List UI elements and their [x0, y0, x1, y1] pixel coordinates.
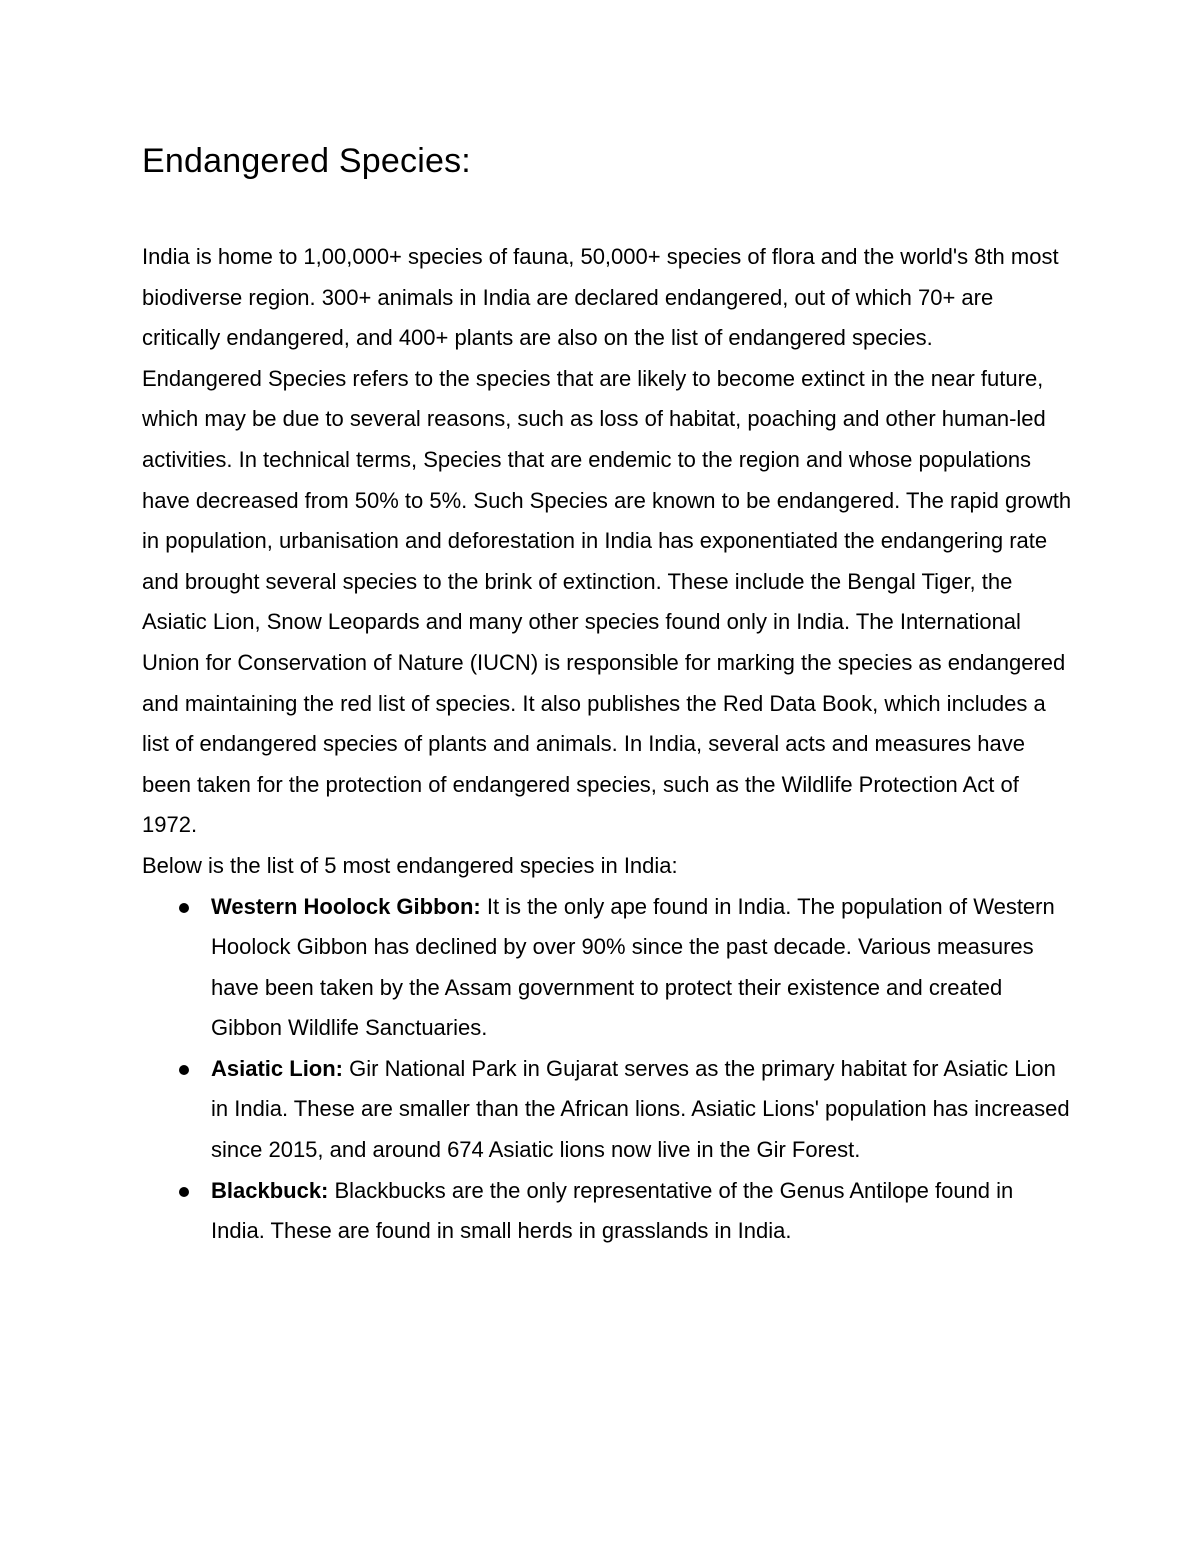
species-name: Asiatic Lion: [211, 1055, 350, 1081]
document-title: Endangered Species: [142, 142, 471, 180]
bullet-icon [179, 903, 189, 913]
intro-paragraph: India is home to 1,00,000+ species of fauna, 50,000+ species of flora and the world's 8th most biodiverse region. 300+ animals in India are declared endangered, out of which 70+ are critically endangered, and 400+ plants are also on the list of endangered species. [142, 244, 1059, 351]
species-name: Blackbuck: [211, 1177, 335, 1203]
species-item-western-hoolock-gibbon [142, 887, 1072, 1049]
species-item-blackbuck [142, 1171, 1072, 1252]
definition-paragraph: Endangered Species refers to the species that are likely to become extinct in the near future, which may be due to several reasons, such as loss of habitat, poaching and other human-led activities. In technical terms, Species that are endemic to the region and whose populations have decreased from 50% to 5%. Such Species are known to be endangered. The rapid growth in population, urbanisation and deforestation in India has exponentiated the endangering rate and brought several species to the brink of extinction. These include the Bengal Tiger, the Asiatic Lion, Snow Leopards and many other species found only in India. The International Union for Conservation of Nature (IUCN) is responsible for marking the species as endangered and maintaining the red list of species. It also publishes the Red Data Book, which includes a list of endangered species of plants and animals. In India, several acts and measures have been taken for the protection of endangered species, such as the Wildlife Protection Act of 1972. [142, 365, 1072, 838]
document-body [142, 237, 1072, 1252]
species-description: Blackbucks are the only representative of the Genus Antilope found in India. These are found in small herds in grasslands in India. [211, 1177, 1014, 1244]
species-name: Western Hoolock Gibbon: [211, 893, 487, 919]
species-item-asiatic-lion [142, 1049, 1072, 1171]
species-list [142, 887, 1072, 1252]
species-description: Gir National Park in Gujarat serves as the primary habitat for Asiatic Lion in India. These are smaller than the African lions. Asiatic Lions' population has increased since 2015, and around 674 Asiatic lions now live in the Gir Forest. [211, 1055, 1070, 1163]
bullet-icon [179, 1187, 189, 1197]
bullet-icon [179, 1065, 189, 1075]
species-description: It is the only ape found in India. The population of Western Hoolock Gibbon has declined by over 90% since the past decade. Various measures have been taken by the Assam government to protect their existence and created Gibbon Wildlife Sanctuaries. [211, 893, 1055, 1041]
list-intro-paragraph: Below is the list of 5 most endangered species in India: [142, 852, 678, 878]
